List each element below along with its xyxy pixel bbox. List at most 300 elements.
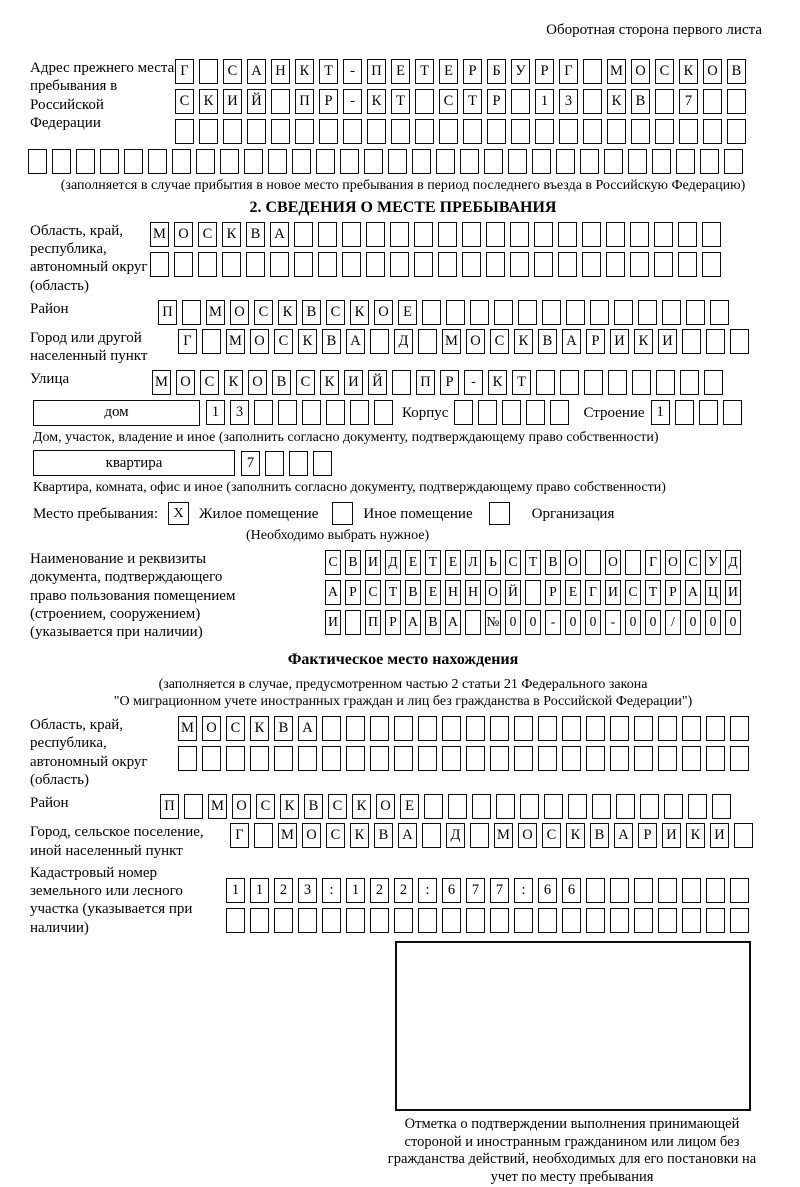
char-cell[interactable]: С [296, 370, 315, 395]
char-cell[interactable] [630, 252, 649, 277]
char-cell[interactable]: Е [425, 580, 441, 605]
char-cell[interactable]: А [298, 716, 317, 741]
char-cell[interactable]: М [442, 329, 461, 354]
char-cell[interactable] [702, 222, 721, 247]
char-cell[interactable] [490, 716, 509, 741]
char-cell[interactable]: 0 [645, 610, 661, 635]
char-cell[interactable] [702, 252, 721, 277]
char-cell[interactable]: К [199, 89, 218, 114]
char-cell[interactable] [298, 746, 317, 771]
char-cell[interactable] [730, 329, 749, 354]
char-cell[interactable] [508, 149, 527, 174]
char-cell[interactable] [265, 451, 284, 476]
char-cell[interactable]: Д [446, 823, 465, 848]
char-cell[interactable]: 1 [346, 878, 365, 903]
char-cell[interactable] [322, 746, 341, 771]
char-cell[interactable]: Й [247, 89, 266, 114]
char-cell[interactable] [706, 908, 725, 933]
char-cell[interactable] [654, 252, 673, 277]
char-cell[interactable]: О [232, 794, 251, 819]
house-field-box[interactable]: дом [33, 400, 200, 426]
char-cell[interactable] [558, 222, 577, 247]
char-cell[interactable] [322, 908, 341, 933]
char-cell[interactable] [370, 716, 389, 741]
checkbox-zhiloe[interactable]: X [168, 502, 189, 525]
char-cell[interactable] [465, 610, 481, 635]
char-cell[interactable]: 0 [705, 610, 721, 635]
char-cell[interactable]: О [631, 59, 650, 84]
char-cell[interactable]: О [565, 550, 581, 575]
char-cell[interactable]: К [350, 823, 369, 848]
char-cell[interactable]: 2 [274, 878, 293, 903]
char-cell[interactable] [313, 451, 332, 476]
char-cell[interactable] [658, 878, 677, 903]
char-cell[interactable]: 0 [505, 610, 521, 635]
char-cell[interactable]: 3 [230, 400, 249, 425]
char-cell[interactable]: 3 [559, 89, 578, 114]
char-cell[interactable]: № [485, 610, 501, 635]
char-cell[interactable]: С [198, 222, 217, 247]
char-cell[interactable]: М [152, 370, 171, 395]
char-cell[interactable] [656, 370, 675, 395]
char-cell[interactable]: И [658, 329, 677, 354]
char-cell[interactable] [535, 119, 554, 144]
char-cell[interactable] [610, 716, 629, 741]
char-cell[interactable]: С [175, 89, 194, 114]
char-cell[interactable] [538, 908, 557, 933]
char-cell[interactable]: 7 [490, 878, 509, 903]
char-cell[interactable] [730, 716, 749, 741]
char-cell[interactable]: С [254, 300, 273, 325]
char-cell[interactable] [662, 300, 681, 325]
char-cell[interactable] [294, 252, 313, 277]
char-cell[interactable] [678, 222, 697, 247]
char-cell[interactable] [343, 119, 362, 144]
char-cell[interactable] [196, 149, 215, 174]
char-cell[interactable]: Г [178, 329, 197, 354]
char-cell[interactable] [254, 400, 273, 425]
char-cell[interactable]: Й [368, 370, 387, 395]
char-cell[interactable]: К [488, 370, 507, 395]
char-cell[interactable] [388, 149, 407, 174]
char-cell[interactable]: Е [398, 300, 417, 325]
char-cell[interactable]: М [607, 59, 626, 84]
char-cell[interactable] [367, 119, 386, 144]
char-cell[interactable]: 0 [685, 610, 701, 635]
char-cell[interactable] [606, 252, 625, 277]
char-cell[interactable] [559, 119, 578, 144]
char-cell[interactable]: А [445, 610, 461, 635]
char-cell[interactable]: Р [535, 59, 554, 84]
char-cell[interactable] [438, 222, 457, 247]
char-cell[interactable] [346, 716, 365, 741]
char-cell[interactable]: О [174, 222, 193, 247]
char-cell[interactable]: Е [405, 550, 421, 575]
char-cell[interactable] [175, 119, 194, 144]
char-cell[interactable]: 2 [370, 878, 389, 903]
char-cell[interactable] [294, 222, 313, 247]
char-cell[interactable] [271, 119, 290, 144]
char-cell[interactable] [614, 300, 633, 325]
char-cell[interactable]: К [679, 59, 698, 84]
char-cell[interactable] [518, 300, 537, 325]
char-cell[interactable] [414, 222, 433, 247]
char-cell[interactable]: В [727, 59, 746, 84]
char-cell[interactable] [566, 300, 585, 325]
char-cell[interactable]: С [625, 580, 641, 605]
char-cell[interactable]: И [325, 610, 341, 635]
char-cell[interactable] [342, 222, 361, 247]
char-cell[interactable]: Г [559, 59, 578, 84]
char-cell[interactable]: Н [271, 59, 290, 84]
char-cell[interactable] [556, 149, 575, 174]
char-cell[interactable]: 6 [562, 878, 581, 903]
char-cell[interactable] [442, 908, 461, 933]
char-cell[interactable] [370, 908, 389, 933]
char-cell[interactable]: Р [440, 370, 459, 395]
char-cell[interactable] [462, 222, 481, 247]
char-cell[interactable]: Е [565, 580, 581, 605]
char-cell[interactable] [514, 716, 533, 741]
char-cell[interactable] [634, 878, 653, 903]
char-cell[interactable] [607, 119, 626, 144]
char-cell[interactable] [250, 908, 269, 933]
char-cell[interactable]: И [605, 580, 621, 605]
char-cell[interactable]: Д [394, 329, 413, 354]
char-cell[interactable] [394, 746, 413, 771]
char-cell[interactable]: - [605, 610, 621, 635]
char-cell[interactable] [630, 222, 649, 247]
char-cell[interactable]: О [376, 794, 395, 819]
char-cell[interactable]: С [326, 823, 345, 848]
char-cell[interactable]: О [374, 300, 393, 325]
char-cell[interactable]: Е [439, 59, 458, 84]
char-cell[interactable]: И [223, 89, 242, 114]
char-cell[interactable] [723, 400, 742, 425]
char-cell[interactable]: К [295, 59, 314, 84]
char-cell[interactable]: О [485, 580, 501, 605]
char-cell[interactable] [319, 119, 338, 144]
char-cell[interactable] [686, 300, 705, 325]
char-cell[interactable] [302, 400, 321, 425]
char-cell[interactable] [220, 149, 239, 174]
char-cell[interactable] [424, 794, 443, 819]
char-cell[interactable]: А [685, 580, 701, 605]
char-cell[interactable] [704, 370, 723, 395]
char-cell[interactable] [342, 252, 361, 277]
char-cell[interactable] [640, 794, 659, 819]
char-cell[interactable]: Н [445, 580, 461, 605]
char-cell[interactable]: Б [487, 59, 506, 84]
char-cell[interactable]: 6 [538, 878, 557, 903]
char-cell[interactable] [478, 400, 497, 425]
char-cell[interactable] [148, 149, 167, 174]
char-cell[interactable]: К [686, 823, 705, 848]
char-cell[interactable] [583, 59, 602, 84]
char-cell[interactable] [340, 149, 359, 174]
char-cell[interactable] [254, 823, 273, 848]
char-cell[interactable] [472, 794, 491, 819]
char-cell[interactable] [730, 746, 749, 771]
char-cell[interactable] [318, 222, 337, 247]
char-cell[interactable] [316, 149, 335, 174]
char-cell[interactable] [586, 908, 605, 933]
char-cell[interactable] [278, 400, 297, 425]
char-cell[interactable] [392, 370, 411, 395]
char-cell[interactable] [682, 329, 701, 354]
char-cell[interactable]: Й [505, 580, 521, 605]
char-cell[interactable]: Т [512, 370, 531, 395]
char-cell[interactable] [199, 59, 218, 84]
char-cell[interactable]: Т [415, 59, 434, 84]
char-cell[interactable] [415, 119, 434, 144]
char-cell[interactable] [364, 149, 383, 174]
char-cell[interactable] [706, 746, 725, 771]
char-cell[interactable] [52, 149, 71, 174]
char-cell[interactable] [247, 119, 266, 144]
char-cell[interactable]: К [224, 370, 243, 395]
char-cell[interactable] [664, 794, 683, 819]
char-cell[interactable]: 3 [298, 878, 317, 903]
char-cell[interactable] [514, 746, 533, 771]
char-cell[interactable]: : [322, 878, 341, 903]
char-cell[interactable] [583, 89, 602, 114]
char-cell[interactable] [625, 550, 641, 575]
char-cell[interactable]: С [328, 794, 347, 819]
char-cell[interactable] [446, 300, 465, 325]
char-cell[interactable] [391, 119, 410, 144]
char-cell[interactable] [390, 222, 409, 247]
char-cell[interactable] [538, 746, 557, 771]
char-cell[interactable]: А [270, 222, 289, 247]
char-cell[interactable]: Д [725, 550, 741, 575]
char-cell[interactable]: Т [645, 580, 661, 605]
char-cell[interactable]: О [466, 329, 485, 354]
char-cell[interactable] [590, 300, 609, 325]
char-cell[interactable] [628, 149, 647, 174]
char-cell[interactable]: К [250, 716, 269, 741]
char-cell[interactable] [124, 149, 143, 174]
char-cell[interactable]: И [344, 370, 363, 395]
char-cell[interactable]: В [538, 329, 557, 354]
char-cell[interactable] [592, 794, 611, 819]
char-cell[interactable] [679, 119, 698, 144]
char-cell[interactable]: И [662, 823, 681, 848]
char-cell[interactable] [688, 794, 707, 819]
char-cell[interactable] [250, 746, 269, 771]
char-cell[interactable] [730, 878, 749, 903]
char-cell[interactable] [222, 252, 241, 277]
char-cell[interactable] [638, 300, 657, 325]
char-cell[interactable]: Р [345, 580, 361, 605]
char-cell[interactable]: В [590, 823, 609, 848]
char-cell[interactable] [496, 794, 515, 819]
char-cell[interactable] [412, 149, 431, 174]
char-cell[interactable] [658, 746, 677, 771]
char-cell[interactable] [526, 400, 545, 425]
char-cell[interactable] [486, 252, 505, 277]
char-cell[interactable]: С [505, 550, 521, 575]
char-cell[interactable] [271, 89, 290, 114]
char-cell[interactable] [292, 149, 311, 174]
char-cell[interactable]: Т [385, 580, 401, 605]
char-cell[interactable]: К [320, 370, 339, 395]
char-cell[interactable] [550, 400, 569, 425]
char-cell[interactable] [678, 252, 697, 277]
char-cell[interactable]: В [425, 610, 441, 635]
char-cell[interactable] [562, 746, 581, 771]
char-cell[interactable] [710, 300, 729, 325]
char-cell[interactable] [486, 222, 505, 247]
char-cell[interactable] [150, 252, 169, 277]
char-cell[interactable] [345, 610, 361, 635]
char-cell[interactable]: А [614, 823, 633, 848]
char-cell[interactable] [682, 878, 701, 903]
char-cell[interactable] [610, 746, 629, 771]
char-cell[interactable]: Н [465, 580, 481, 605]
char-cell[interactable]: С [274, 329, 293, 354]
char-cell[interactable] [366, 222, 385, 247]
char-cell[interactable] [534, 222, 553, 247]
char-cell[interactable]: С [542, 823, 561, 848]
char-cell[interactable]: К [514, 329, 533, 354]
char-cell[interactable]: К [634, 329, 653, 354]
char-cell[interactable]: / [665, 610, 681, 635]
char-cell[interactable]: Ц [705, 580, 721, 605]
char-cell[interactable]: А [405, 610, 421, 635]
char-cell[interactable]: 0 [525, 610, 541, 635]
char-cell[interactable] [322, 716, 341, 741]
char-cell[interactable] [100, 149, 119, 174]
char-cell[interactable]: А [398, 823, 417, 848]
char-cell[interactable] [442, 716, 461, 741]
apartment-field-box[interactable]: квартира [33, 450, 235, 476]
char-cell[interactable] [172, 149, 191, 174]
char-cell[interactable] [703, 119, 722, 144]
char-cell[interactable] [448, 794, 467, 819]
char-cell[interactable]: П [365, 610, 381, 635]
char-cell[interactable] [560, 370, 579, 395]
char-cell[interactable] [463, 119, 482, 144]
char-cell[interactable]: С [439, 89, 458, 114]
char-cell[interactable]: О [248, 370, 267, 395]
char-cell[interactable] [394, 908, 413, 933]
char-cell[interactable] [298, 908, 317, 933]
char-cell[interactable] [655, 89, 674, 114]
char-cell[interactable] [174, 252, 193, 277]
char-cell[interactable]: 0 [585, 610, 601, 635]
char-cell[interactable]: И [610, 329, 629, 354]
char-cell[interactable] [727, 89, 746, 114]
char-cell[interactable]: К [367, 89, 386, 114]
char-cell[interactable] [346, 746, 365, 771]
char-cell[interactable]: 0 [625, 610, 641, 635]
char-cell[interactable]: В [274, 716, 293, 741]
char-cell[interactable]: 1 [250, 878, 269, 903]
char-cell[interactable] [182, 300, 201, 325]
char-cell[interactable] [415, 89, 434, 114]
char-cell[interactable] [682, 746, 701, 771]
char-cell[interactable] [511, 119, 530, 144]
char-cell[interactable] [658, 716, 677, 741]
char-cell[interactable] [270, 252, 289, 277]
char-cell[interactable]: Е [391, 59, 410, 84]
char-cell[interactable]: - [343, 89, 362, 114]
char-cell[interactable] [223, 119, 242, 144]
char-cell[interactable] [652, 149, 671, 174]
char-cell[interactable]: Т [319, 59, 338, 84]
char-cell[interactable]: 1 [206, 400, 225, 425]
char-cell[interactable]: - [545, 610, 561, 635]
char-cell[interactable] [202, 329, 221, 354]
char-cell[interactable]: Р [545, 580, 561, 605]
char-cell[interactable]: С [226, 716, 245, 741]
char-cell[interactable]: Е [445, 550, 461, 575]
char-cell[interactable]: К [607, 89, 626, 114]
char-cell[interactable]: Г [585, 580, 601, 605]
char-cell[interactable] [610, 878, 629, 903]
char-cell[interactable]: О [302, 823, 321, 848]
char-cell[interactable]: С [256, 794, 275, 819]
char-cell[interactable]: М [226, 329, 245, 354]
char-cell[interactable] [502, 400, 521, 425]
char-cell[interactable]: Г [230, 823, 249, 848]
char-cell[interactable] [608, 370, 627, 395]
char-cell[interactable] [616, 794, 635, 819]
char-cell[interactable]: 7 [679, 89, 698, 114]
char-cell[interactable] [422, 300, 441, 325]
char-cell[interactable]: 0 [565, 610, 581, 635]
char-cell[interactable]: С [365, 580, 381, 605]
char-cell[interactable]: Д [385, 550, 401, 575]
char-cell[interactable] [586, 878, 605, 903]
char-cell[interactable] [511, 89, 530, 114]
char-cell[interactable]: 7 [466, 878, 485, 903]
char-cell[interactable]: А [247, 59, 266, 84]
char-cell[interactable] [604, 149, 623, 174]
char-cell[interactable] [295, 119, 314, 144]
char-cell[interactable] [538, 716, 557, 741]
char-cell[interactable] [582, 252, 601, 277]
char-cell[interactable]: М [150, 222, 169, 247]
char-cell[interactable] [583, 119, 602, 144]
char-cell[interactable] [510, 222, 529, 247]
char-cell[interactable] [460, 149, 479, 174]
char-cell[interactable] [525, 580, 541, 605]
char-cell[interactable] [568, 794, 587, 819]
char-cell[interactable] [706, 878, 725, 903]
char-cell[interactable]: Р [319, 89, 338, 114]
char-cell[interactable] [610, 908, 629, 933]
char-cell[interactable] [366, 252, 385, 277]
char-cell[interactable] [682, 908, 701, 933]
char-cell[interactable]: Е [400, 794, 419, 819]
char-cell[interactable] [676, 149, 695, 174]
char-cell[interactable]: Р [638, 823, 657, 848]
char-cell[interactable] [634, 908, 653, 933]
char-cell[interactable]: К [280, 794, 299, 819]
char-cell[interactable] [454, 400, 473, 425]
char-cell[interactable] [439, 119, 458, 144]
char-cell[interactable]: П [367, 59, 386, 84]
char-cell[interactable] [734, 823, 753, 848]
char-cell[interactable] [675, 400, 694, 425]
char-cell[interactable]: О [250, 329, 269, 354]
char-cell[interactable]: В [345, 550, 361, 575]
char-cell[interactable]: О [605, 550, 621, 575]
char-cell[interactable] [658, 908, 677, 933]
char-cell[interactable] [350, 400, 369, 425]
